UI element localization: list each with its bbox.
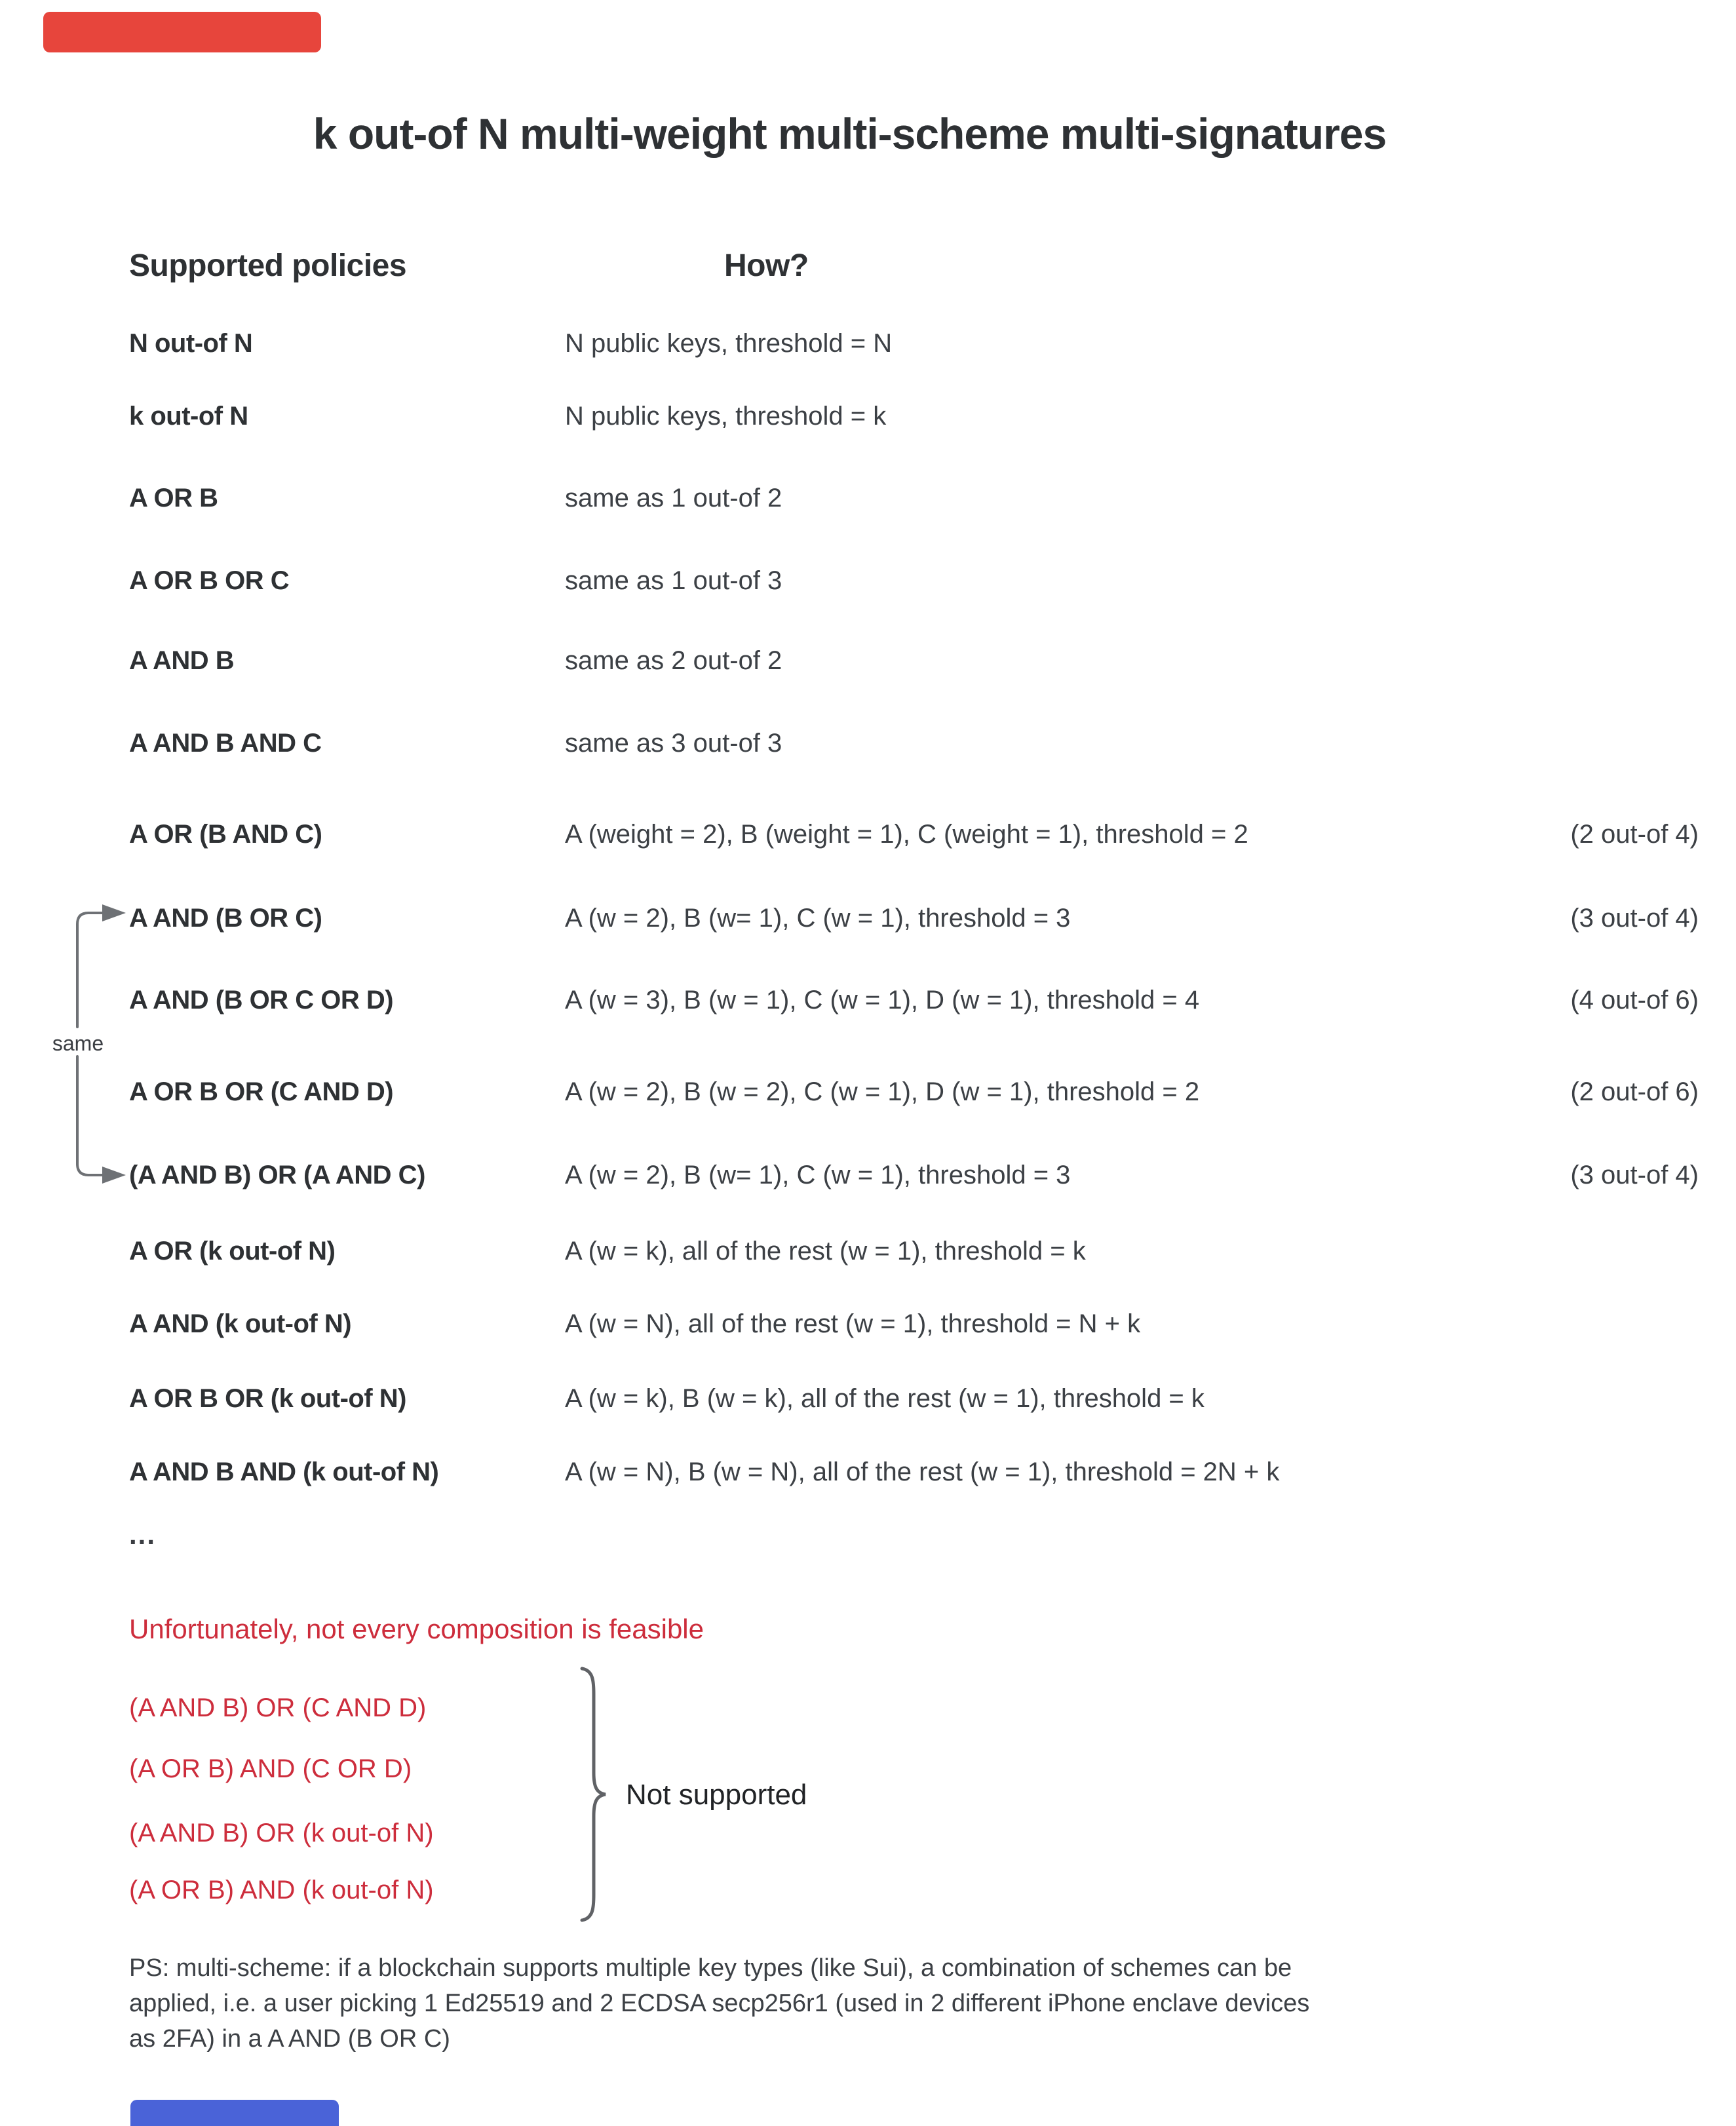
policy-label: k out-of N bbox=[129, 402, 248, 431]
how-text: N public keys, threshold = k bbox=[565, 402, 887, 431]
policy-label: A OR (k out-of N) bbox=[129, 1237, 336, 1266]
policy-label: A AND (B OR C) bbox=[129, 904, 322, 933]
how-text: same as 2 out-of 2 bbox=[565, 646, 782, 675]
equivalence-note: (2 out-of 4) bbox=[1570, 820, 1699, 849]
equivalence-note: (3 out-of 4) bbox=[1570, 1161, 1699, 1189]
infeasible-item: (A AND B) OR (C AND D) bbox=[129, 1693, 427, 1722]
how-text: A (w = 2), B (w= 1), C (w = 1), threshold = 3 bbox=[565, 904, 1071, 933]
policy-label: A OR B bbox=[129, 484, 218, 512]
policy-label: A AND B AND C bbox=[129, 729, 322, 758]
policy-label: A AND (B OR C OR D) bbox=[129, 986, 394, 1015]
how-text: same as 1 out-of 3 bbox=[565, 566, 782, 595]
how-text: A (w = N), B (w = N), all of the rest (w = 1), threshold = 2N + k bbox=[565, 1458, 1280, 1486]
policy-label: A AND B bbox=[129, 646, 235, 675]
infeasible-item: (A AND B) OR (k out-of N) bbox=[129, 1819, 434, 1847]
infeasible-item: (A OR B) AND (C OR D) bbox=[129, 1754, 412, 1783]
how-text: same as 3 out-of 3 bbox=[565, 729, 782, 758]
how-text: A (w = k), B (w = k), all of the rest (w = 1), threshold = k bbox=[565, 1384, 1205, 1413]
page-title: k out-of N multi-weight multi-scheme multi-signatures bbox=[313, 109, 1387, 158]
policy-label: A OR B OR (k out-of N) bbox=[129, 1384, 407, 1413]
how-text: A (w = N), all of the rest (w = 1), threshold = N + k bbox=[565, 1309, 1141, 1338]
equivalence-note: (3 out-of 4) bbox=[1570, 904, 1699, 933]
ps-line: as 2FA) in a A AND (B OR C) bbox=[129, 2025, 450, 2053]
same-label: same bbox=[52, 1032, 104, 1055]
ellipsis-text: ... bbox=[129, 1519, 157, 1550]
policy-label: A OR (B AND C) bbox=[129, 820, 322, 849]
infeasible-heading: Unfortunately, not every composition is feasible bbox=[129, 1614, 704, 1644]
policy-label: A AND B AND (k out-of N) bbox=[129, 1458, 439, 1486]
policy-label: A OR B OR C bbox=[129, 566, 290, 595]
column-header-policies: Supported policies bbox=[129, 248, 407, 283]
policy-label: A AND (k out-of N) bbox=[129, 1309, 352, 1338]
ps-note bbox=[129, 1950, 1656, 2057]
column-header-how: How? bbox=[724, 248, 809, 283]
how-text: A (w = 2), B (w= 1), C (w = 1), threshold = 3 bbox=[565, 1161, 1071, 1189]
ps-line: PS: multi-scheme: if a blockchain supports multiple key types (like Sui), a combination of schemes can be bbox=[129, 1954, 1292, 1982]
how-text: A (w = k), all of the rest (w = 1), threshold = k bbox=[565, 1237, 1086, 1266]
equivalence-note: (4 out-of 6) bbox=[1570, 986, 1699, 1015]
policy-label: N out-of N bbox=[129, 329, 253, 358]
how-text: same as 1 out-of 2 bbox=[565, 484, 782, 512]
policy-label: A OR B OR (C AND D) bbox=[129, 1077, 394, 1106]
how-text: A (weight = 2), B (weight = 1), C (weight = 1), threshold = 2 bbox=[565, 820, 1248, 849]
ps-line: applied, i.e. a user picking 1 Ed25519 and 2 ECDSA secp256r1 (used in 2 different iPhone enclave devices bbox=[129, 1990, 1310, 2017]
policy-label: (A AND B) OR (A AND C) bbox=[129, 1161, 425, 1189]
how-text: A (w = 3), B (w = 1), C (w = 1), D (w = 1), threshold = 4 bbox=[565, 986, 1200, 1015]
how-text: A (w = 2), B (w = 2), C (w = 1), D (w = 1), threshold = 2 bbox=[565, 1077, 1200, 1106]
equivalence-note: (2 out-of 6) bbox=[1570, 1077, 1699, 1106]
how-text: N public keys, threshold = N bbox=[565, 329, 893, 358]
not-supported-label: Not supported bbox=[626, 1779, 807, 1811]
infeasible-item: (A OR B) AND (k out-of N) bbox=[129, 1876, 434, 1904]
